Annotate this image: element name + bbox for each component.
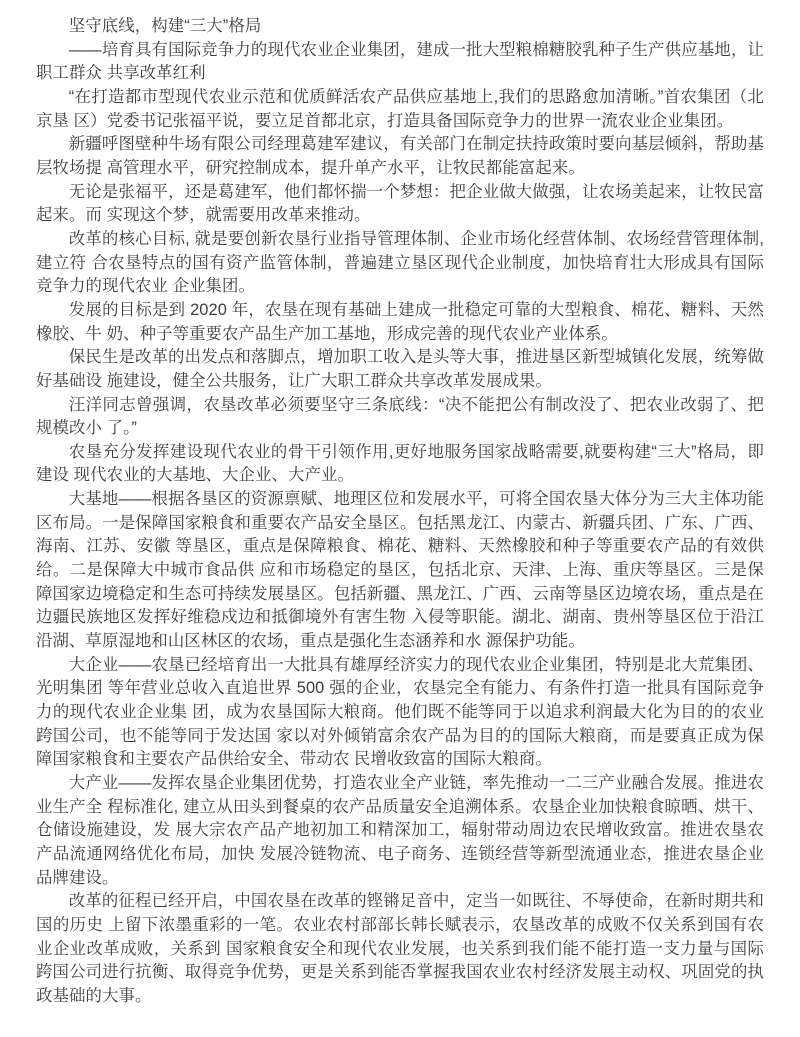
paragraph-9: 汪洋同志曾强调，农垦改革必须要坚守三条底线：“决不能把公有制改没了、把农业改弱了、把规模改小 了。” xyxy=(36,395,764,438)
paragraph-10: 农垦充分发挥建设现代农业的骨干引领作用,更好地服务国家战略需要,就要构建“三大”格局，即建设 现代农业的大基地、大企业、大产业。 xyxy=(36,442,764,485)
paragraph-6: 改革的核心目标, 就是要创新农垦行业指导管理体制、企业市场化经营体制、农场经营管理体制, 建立符 合农垦特点的国有资产监管体制，普遍建立垦区现代企业制度，加快培育壮大形成具有国际竞争力的现代农业 企业集团。 xyxy=(36,229,764,296)
paragraph-8: 保民生是改革的出发点和落脚点，增加职工收入是头等大事，推进垦区新型城镇化发展，统筹做好基础设 施建设，健全公共服务，让广大职工群众共享改革发展成果。 xyxy=(36,348,764,390)
paragraph-14: 改革的征程已经开启，中国农垦在改革的铿锵足音中，定当一如既往、不辱使命，在新时期共和国的历史 上留下浓墨重彩的一笔。农业农村部部长韩长赋表示，农垦改革的成败不仅关系到国有农业企业改革成败，关系到 国家粮食安全和现代农业发展，也关系到我们能不能打造一支力量与国际跨国公司进行抗衡、取得竞争优势，更是关系到能否掌握我国农业农村经济发展主动权、巩固党的执政基础的大事。 xyxy=(36,892,764,1005)
paragraph-7: 发展的目标是到 2020 年，农垦在现有基础上建成一批稳定可靠的大型粮食、棉花、糖料、天然橡胶、牛 奶、种子等重要农产品生产加工基地，形成完善的现代农业产业体系。 xyxy=(36,300,764,343)
paragraph-3: “在打造都市型现代农业示范和优质鲜活农产品供应基地上,我们的思路愈加清晰。”首农集团（北京垦 区）党委书记张福平说，要立足首都北京，打造具备国际竞争力的世界一流农业企业集团。 xyxy=(36,87,764,130)
paragraph-2: ——培育具有国际竞争力的现代农业企业集团，建成一批大型粮棉糖胶乳种子生产供应基地，让职工群众 共享改革红利 xyxy=(36,40,764,83)
paragraph-4: 新疆呼图壁种牛场有限公司经理葛建军建议，有关部门在制定扶持政策时要向基层倾斜，帮助基层牧场提 高管理水平，研究控制成本，提升单产水平，让牧民都能富起来。 xyxy=(36,135,764,177)
paragraph-13: 大产业——发挥农垦企业集团优势，打造农业全产业链，率先推动一二三产业融合发展。推进农业生产全 程标准化, 建立从田头到餐桌的农产品质量安全追溯体系。农垦企业加快粮食晾晒、烘干、仓储设施建设，发 展大宗农产品产地初加工和精深加工，辐射带动周边农民增收致富。推进农垦农产品流通网络优化布局，加快 发展冷链物流、电子商务、连锁经营等新型流通业态，推进农垦企业品牌建设。 xyxy=(36,774,764,887)
paragraph-11: 大基地——根据各垦区的资源禀赋、地理区位和发展水平，可将全国农垦大体分为三大主体功能区布局。一是保障国家粮食和重要农产品安全垦区。包括黑龙江、内蒙古、新疆兵团、广东、广西、海南、江苏、安徽 等垦区，重点是保障粮食、棉花、糖料、天然橡胶和种子等重要农产品的有效供给。二是保障大中城市食品供 应和市场稳定的垦区，包括北京、天津、上海、重庆等垦区。三是保障国家边境稳定和生态可持续发展垦区。包括新疆、黑龙江、广西、云南等垦区边境农场，重点是在边疆民族地区发挥好维稳戍边和抵御境外有害生物 入侵等职能。湖北、湖南、贵州等垦区位于沿江沿湖、草原湿地和山区林区的农场，重点是强化生态涵养和水 源保护功能。 xyxy=(36,490,764,651)
paragraph-1: 坚守底线，构建“三大”格局 xyxy=(68,17,262,35)
paragraph-12: 大企业——农垦已经培育出一大批具有雄厚经济实力的现代农业企业集团，特别是北大荒集团、光明集团 等年营业总收入直追世界 500 强的企业，农垦完全有能力、有条件打造一批具有国际竞争力的现代农业企业集 团，成为农垦国际大粮商。他们既不能等同于以追求利润最大化为目的的农业跨国公司，也不能等同于发达国 家以对外倾销富余农产品为目的的国际大粮商，而是要真正成为保障国家粮食和主要农产品供给安全、带动农 民增收致富的国际大粮商。 xyxy=(36,655,764,769)
paragraph-5: 无论是张福平，还是葛建军，他们都怀揣一个梦想：把企业做大做强，让农场美起来，让牧民富起来。而 实现这个梦，就需要用改革来推动。 xyxy=(36,182,764,225)
